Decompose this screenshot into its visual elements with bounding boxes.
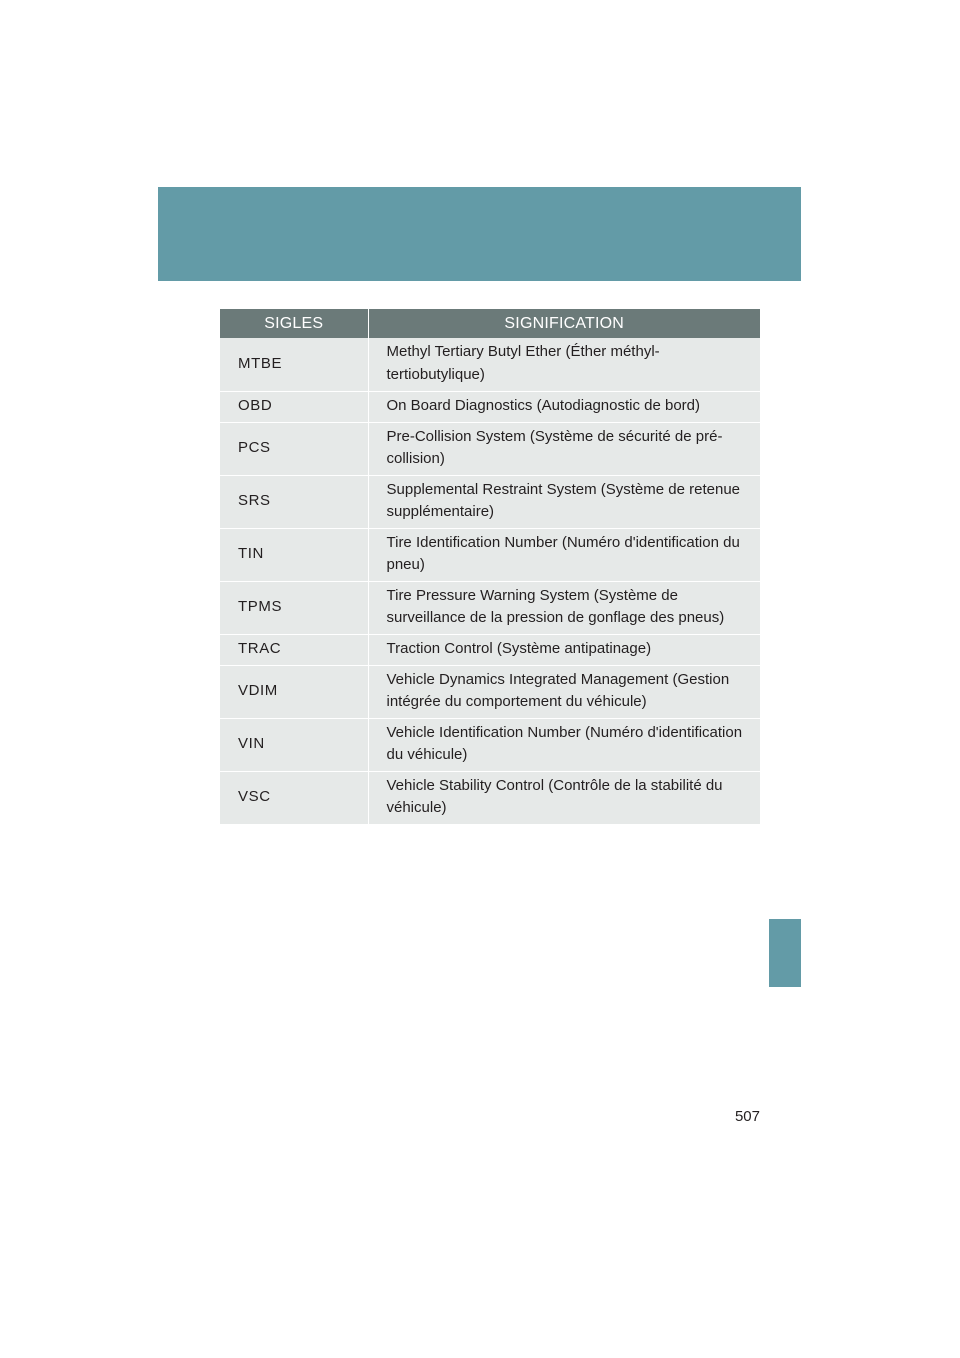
row-meaning: On Board Diagnostics (Autodiagnostic de bord) — [368, 391, 760, 422]
header-abbreviation: SIGLES — [220, 309, 368, 338]
header-meaning: SIGNIFICATION — [368, 309, 760, 338]
row-abbreviation: VDIM — [220, 665, 368, 718]
row-meaning: Vehicle Identification Number (Numéro d'identification du véhicule) — [368, 718, 760, 771]
row-meaning: Methyl Tertiary Butyl Ether (Éther méthyl-tertiobutylique) — [368, 338, 760, 391]
row-meaning: Supplemental Restraint System (Système de retenue supplémentaire) — [368, 475, 760, 528]
row-abbreviation: TRAC — [220, 634, 368, 665]
chapter-side-tab — [769, 919, 801, 987]
row-meaning: Vehicle Stability Control (Contrôle de la stabilité du véhicule) — [368, 771, 760, 824]
table-row — [220, 718, 760, 771]
table-row — [220, 422, 760, 475]
table-row — [220, 338, 760, 391]
row-abbreviation: VSC — [220, 771, 368, 824]
chapter-header-band — [158, 187, 801, 281]
table-row — [220, 528, 760, 581]
row-abbreviation: TIN — [220, 528, 368, 581]
table-row — [220, 581, 760, 634]
row-meaning: Traction Control (Système antipatinage) — [368, 634, 760, 665]
row-abbreviation: PCS — [220, 422, 368, 475]
row-meaning: Tire Identification Number (Numéro d'identification du pneu) — [368, 528, 760, 581]
row-abbreviation: OBD — [220, 391, 368, 422]
table-header-row — [220, 309, 760, 338]
table-row — [220, 665, 760, 718]
row-abbreviation: MTBE — [220, 338, 368, 391]
table-row — [220, 771, 760, 824]
row-abbreviation: VIN — [220, 718, 368, 771]
row-meaning: Tire Pressure Warning System (Système de surveillance de la pression de gonflage des pneus) — [368, 581, 760, 634]
table-row — [220, 475, 760, 528]
abbreviation-table — [220, 309, 760, 825]
table-row — [220, 391, 760, 422]
row-meaning: Vehicle Dynamics Integrated Management (Gestion intégrée du comportement du véhicule) — [368, 665, 760, 718]
table-row — [220, 634, 760, 665]
row-meaning: Pre-Collision System (Système de sécurité de pré-collision) — [368, 422, 760, 475]
page-number: 507 — [734, 1108, 760, 1125]
row-abbreviation: TPMS — [220, 581, 368, 634]
row-abbreviation: SRS — [220, 475, 368, 528]
